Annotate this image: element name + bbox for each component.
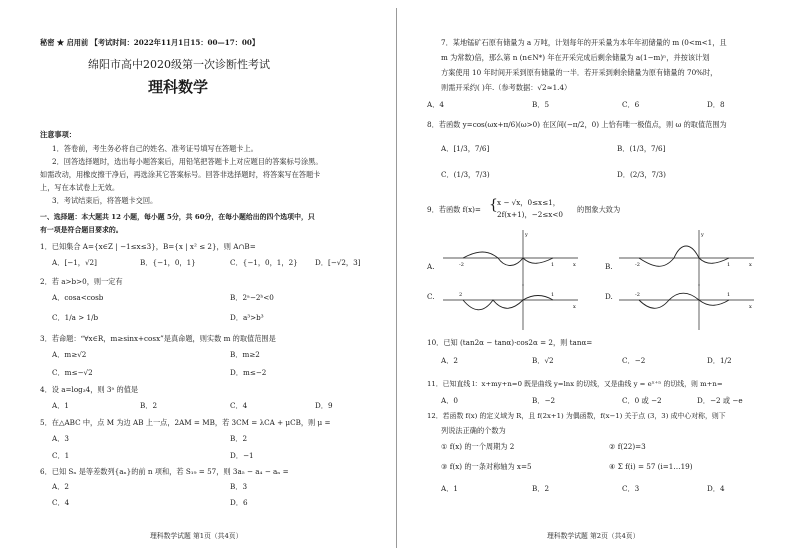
option-a: A．4 bbox=[427, 100, 444, 109]
option-a: A．1 bbox=[441, 484, 458, 493]
option-b: B．−2 bbox=[532, 396, 556, 405]
option-d: D．8 bbox=[707, 100, 725, 109]
option-d: D．6 bbox=[230, 498, 248, 507]
question-stem: 3．若命题：“∀x∈R，m≥sinx+cosx”是真命题，则实数 m 的取值范围是 bbox=[40, 334, 276, 343]
option-a: A．0 bbox=[441, 396, 458, 405]
svg-text:1: 1 bbox=[551, 292, 555, 298]
option-b: B．{−1，0，1} bbox=[140, 258, 196, 267]
svg-text:x: x bbox=[749, 262, 752, 268]
option-a: A．3 bbox=[52, 434, 69, 443]
notice-line: 上，写在本试卷上无效。 bbox=[40, 183, 120, 192]
question-stem: 4．设 a=log₃4，则 3ᵃ 的值是 bbox=[40, 385, 139, 394]
piecewise-case: x − √x，0≤x≤1， bbox=[497, 198, 560, 207]
option-b: B．√2 bbox=[532, 356, 554, 365]
exam-title: 绵阳市高中2020级第一次诊断性考试 bbox=[88, 58, 270, 71]
question-stem: 12．若函数 f(x) 的定义域为 R，且 f(2x+1) 为偶函数，f(x−1) 关于点 (3，3) 成中心对称，则下 bbox=[427, 412, 726, 420]
option-c: C．(1/3，7/3) bbox=[441, 170, 490, 179]
svg-text:y: y bbox=[701, 232, 704, 238]
svg-text:x: x bbox=[573, 262, 576, 268]
statement: ④ Σ f(i) = 57 (i=1…19) bbox=[609, 462, 693, 471]
option-b: B．2ᵃ−2ᵇ<0 bbox=[230, 293, 274, 302]
option-d: D．a³>b³ bbox=[230, 313, 264, 322]
option-b: B．3 bbox=[230, 482, 248, 491]
option-d: D．(2/3，7/3) bbox=[617, 170, 666, 179]
notice-line: 2．回答选择题时，选出每小题答案后，用铅笔把答题卡上对应题目的答案标号涂黑。 bbox=[52, 157, 323, 166]
option-a: A．m≥√2 bbox=[52, 350, 87, 359]
section-title: 一、选择题：本大题共 12 小题，每小题 5分，共 60分，在每小题给出的四个选项中，只 bbox=[40, 213, 315, 221]
option-a: A．cosa<cosb bbox=[52, 293, 104, 302]
question-stem: 6．已知 Sₙ 是等差数列{aₙ}的前 n 项和，若 S₁₉ = 57，则 3a₅ − a₄ − aₙ = bbox=[40, 467, 289, 476]
svg-text:1: 1 bbox=[551, 262, 555, 268]
question-stem: 则需开采约( )年.（参考数据：√2≈1.4） bbox=[441, 83, 572, 92]
question-stem: 5．在△ABC 中，点 M 为边 AB 上一点，2AM = MB，若 3CM = λCA + μCB，则 μ = bbox=[40, 418, 331, 427]
notice-title: 注意事项： bbox=[40, 130, 76, 139]
svg-text:1: 1 bbox=[727, 262, 731, 268]
option-b: B．2 bbox=[532, 484, 550, 493]
question-stem: 8．若函数 y=cos(ωx+π/6)(ω>0) 在区间(−π/2，0) 上恰有唯一极值点，则 ω 的取值范围为 bbox=[427, 120, 727, 129]
option-d: D．[−√2，3] bbox=[315, 258, 361, 267]
option-a: A．[−1，√2] bbox=[52, 258, 97, 267]
option-c: C．1/a > 1/b bbox=[52, 313, 99, 322]
option-c: C．6 bbox=[622, 100, 640, 109]
svg-text:x: x bbox=[573, 304, 576, 310]
notice-line: 如需改动，用橡皮擦干净后，再选涂其它答案标号。回答非选择题时，将答案写在答题卡 bbox=[40, 170, 321, 179]
question-stem: 10．已知 (tan2α − tanα)·cos2α = 2，则 tanα= bbox=[427, 338, 593, 347]
statement: ③ f(x) 的一条对称轴为 x=5 bbox=[441, 462, 532, 471]
notice-line: 3．考试结束后，将答题卡交回。 bbox=[52, 196, 158, 205]
question-stem: 列说法正确的个数为 bbox=[441, 426, 506, 435]
option-c: C．4 bbox=[52, 498, 70, 507]
option-d: D．−1 bbox=[230, 451, 254, 460]
option-b: B．(1/3，7/6] bbox=[617, 144, 666, 153]
question-stem: 11．已知直线 l：x+my+n=0 既是曲线 y=lnx 的切线，又是曲线 y = eˣ⁺ⁿ 的切线，则 m+n= bbox=[427, 380, 723, 388]
option-c: C．3 bbox=[622, 484, 640, 493]
svg-text:y: y bbox=[525, 232, 528, 238]
statement: ① f(x) 的一个周期为 2 bbox=[441, 442, 515, 451]
question-stem: 2．若 a>b>0，则一定有 bbox=[40, 277, 123, 286]
question-stem: 9．若函数 f(x)= bbox=[427, 205, 481, 214]
question-stem: 方案使用 10 年时间开采到原有储量的一半．若开采到剩余储量为原有储量的 70%时， bbox=[441, 68, 718, 77]
option-d: D．1/2 bbox=[707, 356, 732, 365]
piecewise-case: 2f(x+1)，−2≤x<0 bbox=[497, 210, 563, 219]
option-d: D．4 bbox=[707, 484, 725, 493]
option-a: A．1 bbox=[52, 401, 69, 410]
option-b: B．2 bbox=[230, 434, 248, 443]
subject-title: 理科数学 bbox=[148, 78, 209, 96]
page-footer: 理科数学试题 第2页（共4页） bbox=[547, 532, 640, 540]
graph-b bbox=[619, 228, 759, 288]
svg-text:-2: -2 bbox=[635, 292, 640, 298]
option-a: A．2 bbox=[441, 356, 458, 365]
option-b: B．2 bbox=[140, 401, 158, 410]
graph-d bbox=[619, 282, 759, 332]
option-c: C．−2 bbox=[622, 356, 646, 365]
option-d: D．−2 或 −e bbox=[697, 396, 743, 405]
svg-text:-2: -2 bbox=[635, 262, 640, 268]
graph-a bbox=[443, 228, 583, 288]
graph-label-d: D. bbox=[605, 292, 613, 301]
svg-text:x: x bbox=[749, 304, 752, 310]
option-c: C．0 或 −2 bbox=[622, 396, 662, 405]
option-b: B．5 bbox=[532, 100, 550, 109]
graph-label-a: A. bbox=[427, 262, 435, 271]
option-c: C．1 bbox=[52, 451, 70, 460]
option-c: C．4 bbox=[230, 401, 248, 410]
option-a: A．2 bbox=[52, 482, 69, 491]
svg-text:1: 1 bbox=[727, 292, 731, 298]
statement: ② f(22)=3 bbox=[609, 442, 646, 451]
graph-label-b: B. bbox=[605, 262, 613, 271]
section-title: 有一项是符合题目要求的。 bbox=[40, 226, 123, 234]
svg-text:2: 2 bbox=[459, 292, 463, 298]
option-b: B．m≥2 bbox=[230, 350, 260, 359]
question-stem: 7．某地锰矿石原有储量为 a 万吨，计划每年的开采量为本年年初储量的 m (0<m<1，且 bbox=[441, 38, 727, 47]
notice-line: 1．答卷前，考生务必将自己的姓名、准考证号填写在答题卡上。 bbox=[52, 144, 258, 153]
option-a: A．[1/3，7/6] bbox=[441, 144, 490, 153]
question-stem: 1．已知集合 A={x∈Z | −1≤x≤3}，B={x | x² ≤ 2}，则 A∩B= bbox=[40, 242, 256, 251]
confidential-header: 秘密 ★ 启用前 【考试时间：2022年11月1日15：00—17：00】 bbox=[40, 38, 260, 47]
option-d: D．9 bbox=[315, 401, 333, 410]
svg-text:-2: -2 bbox=[459, 262, 464, 268]
graph-c bbox=[443, 282, 583, 332]
option-d: D．m≤−2 bbox=[230, 368, 267, 377]
option-c: C．m≤−√2 bbox=[52, 368, 93, 377]
option-c: C．{−1，0，1，2} bbox=[230, 258, 298, 267]
brace-icon: { bbox=[489, 197, 498, 213]
graph-label-c: C. bbox=[427, 292, 435, 301]
question-stem: m 为常数)倍，那么第 n (n∈N*) 年在开采完成后剩余储量为 a(1−m)ⁿ，并按该计划 bbox=[441, 53, 710, 62]
exam-page-2 bbox=[397, 0, 794, 554]
question-stem: 的图象大致为 bbox=[577, 205, 621, 214]
page-footer: 理科数学试题 第1页（共4页） bbox=[150, 532, 243, 540]
